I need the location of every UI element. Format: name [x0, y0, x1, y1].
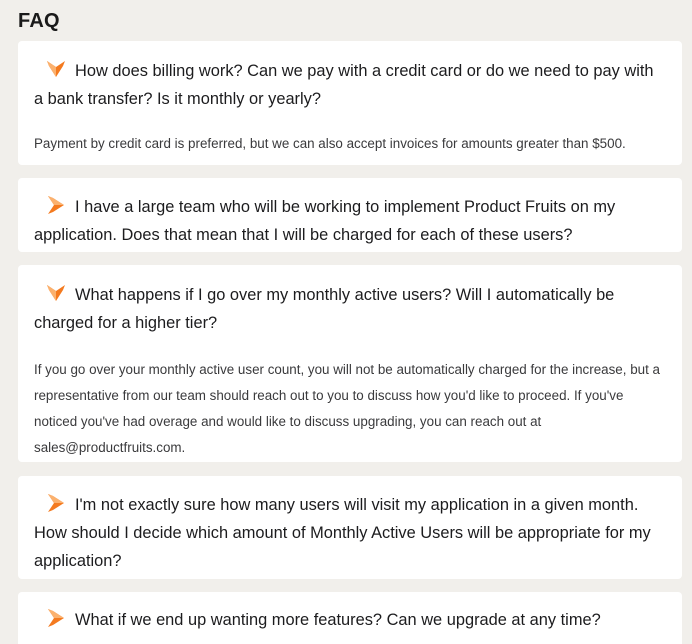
faq-question-text: How does billing work? Can we pay with a credit card or do we need to pay with a bank transfer? Is it monthly or yearly?: [34, 62, 654, 108]
chevron-down-icon: [46, 283, 66, 303]
faq-question-text: I'm not exactly sure how many users will visit my application in a given month. How should I decide which amount of Monthly Active Users will be appropriate for my application?: [34, 496, 651, 570]
faq-answer: Payment by credit card is preferred, but we can also accept invoices for amounts greater than $500.: [34, 136, 626, 151]
faq-question-toggle[interactable]: [34, 592, 666, 634]
faq-question-toggle[interactable]: [34, 41, 666, 113]
faq-item-user-estimate: [18, 476, 682, 579]
faq-question-text: I have a large team who will be working to implement Product Fruits on my application. Does that mean that I will be charged for each of these users?: [34, 198, 616, 244]
faq-item-overage: [18, 265, 682, 462]
faq-heading: FAQ: [18, 10, 60, 32]
faq-question-toggle[interactable]: [34, 265, 666, 337]
faq-question-text: What happens if I go over my monthly active users? Will I automatically be charged for a higher tier?: [34, 286, 615, 332]
faq-answer: If you go over your monthly active user count, you will not be automatically charged for the increase, but a representative from our team should reach out to you to discuss how you'd like to proceed. If you've noticed you've had overage and would like to discuss upgrading, you can reach out at sales@productfruits.com.: [34, 362, 660, 455]
faq-question-text: What if we end up wanting more features? Can we upgrade at any time?: [75, 611, 601, 629]
faq-item-large-team: [18, 178, 682, 252]
chevron-right-icon: [46, 608, 66, 628]
faq-question-toggle[interactable]: [34, 178, 666, 249]
faq-item-upgrade: [18, 592, 682, 644]
faq-item-billing: [18, 41, 682, 165]
chevron-down-icon: [46, 59, 66, 79]
chevron-right-icon: [46, 493, 66, 513]
faq-question-toggle[interactable]: [34, 476, 666, 575]
chevron-right-icon: [46, 195, 66, 215]
